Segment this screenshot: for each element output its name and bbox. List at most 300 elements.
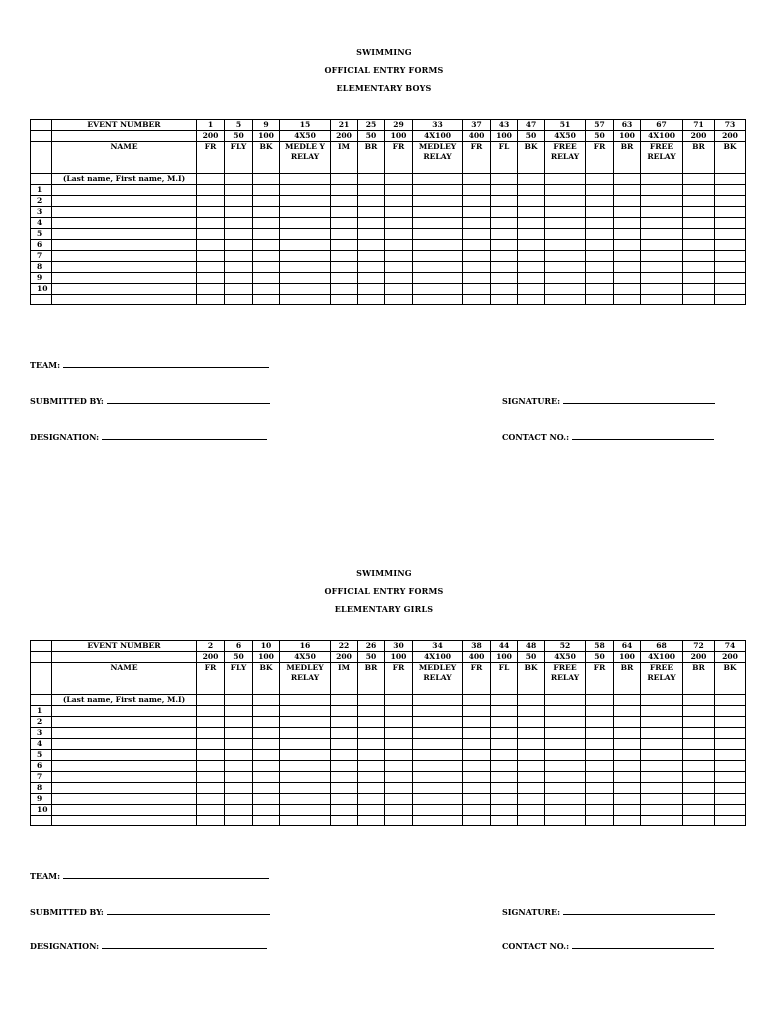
entry-cell[interactable] [518, 805, 545, 816]
entry-cell[interactable] [586, 805, 614, 816]
entry-cell[interactable] [413, 717, 463, 728]
entry-cell[interactable] [225, 174, 253, 185]
contact-line[interactable] [572, 942, 714, 949]
entry-cell[interactable] [518, 196, 545, 207]
entry-cell[interactable] [518, 207, 545, 218]
entry-cell[interactable] [641, 750, 683, 761]
entry-cell[interactable] [518, 185, 545, 196]
entry-cell[interactable] [683, 174, 715, 185]
entry-cell[interactable] [491, 717, 518, 728]
entry-cell[interactable] [491, 783, 518, 794]
entry-cell[interactable] [614, 783, 641, 794]
entry-cell[interactable] [197, 251, 225, 262]
entry-cell[interactable] [358, 196, 385, 207]
entry-cell[interactable] [331, 783, 358, 794]
entry-cell[interactable] [586, 229, 614, 240]
entry-cell[interactable] [385, 273, 413, 284]
entry-cell[interactable] [614, 717, 641, 728]
entry-cell[interactable] [253, 772, 280, 783]
entry-cell[interactable] [586, 750, 614, 761]
entry-cell[interactable] [545, 772, 586, 783]
entry-cell[interactable] [586, 207, 614, 218]
entry-cell[interactable] [280, 794, 331, 805]
entry-cell[interactable] [358, 794, 385, 805]
entry-cell[interactable] [545, 695, 586, 706]
contact-line[interactable] [572, 433, 714, 440]
entry-cell[interactable] [280, 240, 331, 251]
entry-cell[interactable] [413, 207, 463, 218]
entry-cell[interactable] [463, 706, 491, 717]
entry-cell[interactable] [545, 805, 586, 816]
entry-cell[interactable] [518, 284, 545, 295]
entry-cell[interactable] [463, 207, 491, 218]
entry-cell[interactable] [225, 761, 253, 772]
entry-cell[interactable] [491, 816, 518, 826]
entry-cell[interactable] [225, 717, 253, 728]
entry-cell[interactable] [683, 794, 715, 805]
entry-cell[interactable] [586, 218, 614, 229]
entry-cell[interactable] [518, 772, 545, 783]
entry-cell[interactable] [331, 750, 358, 761]
swimmer-name-cell[interactable] [52, 794, 197, 805]
entry-cell[interactable] [253, 229, 280, 240]
entry-cell[interactable] [683, 728, 715, 739]
entry-cell[interactable] [545, 739, 586, 750]
entry-cell[interactable] [253, 706, 280, 717]
entry-cell[interactable] [614, 262, 641, 273]
entry-cell[interactable] [385, 284, 413, 295]
entry-cell[interactable] [358, 207, 385, 218]
entry-cell[interactable] [331, 174, 358, 185]
entry-cell[interactable] [253, 717, 280, 728]
entry-cell[interactable] [413, 761, 463, 772]
entry-cell[interactable] [683, 185, 715, 196]
entry-cell[interactable] [641, 196, 683, 207]
entry-cell[interactable] [586, 251, 614, 262]
swimmer-name-cell[interactable] [52, 728, 197, 739]
entry-cell[interactable] [586, 695, 614, 706]
entry-cell[interactable] [491, 196, 518, 207]
entry-cell[interactable] [641, 728, 683, 739]
entry-cell[interactable] [586, 273, 614, 284]
entry-cell[interactable] [683, 783, 715, 794]
team-field[interactable] [30, 871, 269, 881]
entry-cell[interactable] [253, 794, 280, 805]
entry-cell[interactable] [518, 251, 545, 262]
entry-cell[interactable] [225, 794, 253, 805]
entry-cell[interactable] [385, 805, 413, 816]
entry-cell[interactable] [545, 273, 586, 284]
entry-cell[interactable] [413, 706, 463, 717]
entry-cell[interactable] [385, 185, 413, 196]
contact-field[interactable] [502, 432, 714, 442]
swimmer-name-cell[interactable] [52, 196, 197, 207]
entry-cell[interactable] [358, 772, 385, 783]
swimmer-name-cell[interactable] [52, 805, 197, 816]
entry-cell[interactable] [225, 816, 253, 826]
entry-cell[interactable] [491, 185, 518, 196]
entry-cell[interactable] [413, 805, 463, 816]
entry-cell[interactable] [586, 761, 614, 772]
entry-cell[interactable] [545, 229, 586, 240]
entry-cell[interactable] [545, 794, 586, 805]
entry-cell[interactable] [280, 805, 331, 816]
entry-cell[interactable] [253, 695, 280, 706]
entry-cell[interactable] [253, 251, 280, 262]
corner-cell[interactable] [31, 663, 52, 695]
entry-cell[interactable] [491, 229, 518, 240]
entry-cell[interactable] [715, 772, 746, 783]
entry-cell[interactable] [253, 816, 280, 826]
entry-cell[interactable] [586, 284, 614, 295]
entry-cell[interactable] [331, 273, 358, 284]
entry-cell[interactable] [385, 695, 413, 706]
entry-cell[interactable] [358, 218, 385, 229]
entry-cell[interactable] [614, 695, 641, 706]
entry-cell[interactable] [280, 229, 331, 240]
entry-cell[interactable] [197, 772, 225, 783]
entry-cell[interactable] [253, 805, 280, 816]
entry-cell[interactable] [197, 717, 225, 728]
entry-cell[interactable] [641, 772, 683, 783]
entry-cell[interactable] [280, 185, 331, 196]
entry-cell[interactable] [197, 728, 225, 739]
contact-field[interactable] [502, 941, 714, 951]
entry-cell[interactable] [225, 805, 253, 816]
entry-cell[interactable] [331, 218, 358, 229]
entry-cell[interactable] [331, 695, 358, 706]
entry-cell[interactable] [641, 218, 683, 229]
entry-cell[interactable] [614, 739, 641, 750]
entry-cell[interactable] [463, 251, 491, 262]
entry-cell[interactable] [518, 794, 545, 805]
entry-cell[interactable] [715, 794, 746, 805]
entry-cell[interactable] [491, 174, 518, 185]
entry-cell[interactable] [358, 706, 385, 717]
entry-cell[interactable] [413, 783, 463, 794]
entry-cell[interactable] [331, 717, 358, 728]
entry-cell[interactable] [331, 761, 358, 772]
submitted-by-line[interactable] [107, 397, 270, 404]
entry-cell[interactable] [385, 816, 413, 826]
entry-cell[interactable] [715, 717, 746, 728]
entry-cell[interactable] [385, 706, 413, 717]
signature-line[interactable] [563, 397, 715, 404]
entry-cell[interactable] [463, 717, 491, 728]
entry-cell[interactable] [715, 207, 746, 218]
entry-cell[interactable] [491, 295, 518, 305]
entry-cell[interactable] [331, 251, 358, 262]
entry-cell[interactable] [331, 229, 358, 240]
entry-cell[interactable] [545, 218, 586, 229]
entry-cell[interactable] [463, 750, 491, 761]
entry-cell[interactable] [715, 218, 746, 229]
entry-cell[interactable] [715, 783, 746, 794]
entry-cell[interactable] [586, 240, 614, 251]
entry-cell[interactable] [491, 805, 518, 816]
entry-cell[interactable] [413, 772, 463, 783]
entry-cell[interactable] [358, 783, 385, 794]
entry-cell[interactable] [385, 240, 413, 251]
entry-cell[interactable] [331, 262, 358, 273]
entry-cell[interactable] [614, 229, 641, 240]
entry-cell[interactable] [683, 805, 715, 816]
entry-cell[interactable] [225, 706, 253, 717]
entry-cell[interactable] [463, 295, 491, 305]
entry-cell[interactable] [614, 273, 641, 284]
entry-cell[interactable] [463, 783, 491, 794]
entry-cell[interactable] [358, 185, 385, 196]
entry-cell[interactable] [463, 695, 491, 706]
entry-cell[interactable] [518, 262, 545, 273]
entry-cell[interactable] [413, 739, 463, 750]
entry-cell[interactable] [614, 794, 641, 805]
entry-cell[interactable] [463, 218, 491, 229]
entry-cell[interactable] [197, 185, 225, 196]
entry-cell[interactable] [641, 284, 683, 295]
entry-cell[interactable] [463, 794, 491, 805]
entry-cell[interactable] [586, 816, 614, 826]
entry-cell[interactable] [715, 251, 746, 262]
entry-cell[interactable] [280, 251, 331, 262]
entry-cell[interactable] [491, 794, 518, 805]
submitted-by-field[interactable] [30, 907, 270, 917]
entry-cell[interactable] [683, 240, 715, 251]
entry-cell[interactable] [385, 728, 413, 739]
entry-cell[interactable] [614, 218, 641, 229]
entry-cell[interactable] [641, 761, 683, 772]
entry-cell[interactable] [413, 794, 463, 805]
entry-cell[interactable] [545, 185, 586, 196]
swimmer-name-cell[interactable] [52, 229, 197, 240]
entry-cell[interactable] [491, 750, 518, 761]
entry-cell[interactable] [683, 295, 715, 305]
entry-cell[interactable] [715, 229, 746, 240]
entry-cell[interactable] [331, 772, 358, 783]
entry-cell[interactable] [491, 273, 518, 284]
entry-cell[interactable] [641, 240, 683, 251]
entry-cell[interactable] [518, 816, 545, 826]
entry-cell[interactable] [358, 273, 385, 284]
entry-cell[interactable] [491, 218, 518, 229]
entry-cell[interactable] [545, 196, 586, 207]
entry-cell[interactable] [491, 761, 518, 772]
entry-cell[interactable] [614, 295, 641, 305]
entry-cell[interactable] [358, 739, 385, 750]
entry-cell[interactable] [413, 218, 463, 229]
entry-cell[interactable] [358, 717, 385, 728]
entry-cell[interactable] [280, 772, 331, 783]
entry-cell[interactable] [683, 695, 715, 706]
entry-cell[interactable] [715, 295, 746, 305]
entry-cell[interactable] [280, 717, 331, 728]
entry-cell[interactable] [715, 695, 746, 706]
entry-cell[interactable] [715, 739, 746, 750]
entry-cell[interactable] [225, 750, 253, 761]
entry-cell[interactable] [545, 706, 586, 717]
entry-cell[interactable] [253, 273, 280, 284]
entry-cell[interactable] [545, 761, 586, 772]
entry-cell[interactable] [225, 207, 253, 218]
entry-cell[interactable] [413, 750, 463, 761]
entry-cell[interactable] [358, 174, 385, 185]
entry-cell[interactable] [358, 229, 385, 240]
entry-cell[interactable] [225, 185, 253, 196]
entry-cell[interactable] [586, 174, 614, 185]
entry-cell[interactable] [225, 218, 253, 229]
entry-cell[interactable] [586, 706, 614, 717]
entry-cell[interactable] [463, 772, 491, 783]
blank-cell[interactable] [52, 131, 197, 142]
entry-cell[interactable] [683, 196, 715, 207]
entry-cell[interactable] [491, 772, 518, 783]
entry-cell[interactable] [463, 816, 491, 826]
entry-cell[interactable] [586, 717, 614, 728]
entry-cell[interactable] [491, 251, 518, 262]
entry-cell[interactable] [225, 284, 253, 295]
swimmer-name-cell[interactable] [52, 816, 197, 826]
entry-cell[interactable] [331, 185, 358, 196]
swimmer-name-cell[interactable] [52, 706, 197, 717]
entry-cell[interactable] [413, 262, 463, 273]
signature-line[interactable] [563, 908, 715, 915]
entry-cell[interactable] [586, 794, 614, 805]
entry-cell[interactable] [518, 295, 545, 305]
entry-cell[interactable] [253, 739, 280, 750]
entry-cell[interactable] [280, 262, 331, 273]
entry-cell[interactable] [385, 251, 413, 262]
entry-cell[interactable] [385, 207, 413, 218]
team-line[interactable] [63, 872, 269, 879]
entry-cell[interactable] [197, 273, 225, 284]
swimmer-name-cell[interactable] [52, 251, 197, 262]
entry-cell[interactable] [641, 207, 683, 218]
entry-cell[interactable] [197, 229, 225, 240]
entry-cell[interactable] [518, 706, 545, 717]
corner-cell[interactable] [31, 652, 52, 663]
entry-cell[interactable] [545, 207, 586, 218]
entry-cell[interactable] [683, 750, 715, 761]
entry-cell[interactable] [331, 728, 358, 739]
entry-cell[interactable] [683, 284, 715, 295]
entry-cell[interactable] [614, 185, 641, 196]
entry-cell[interactable] [641, 295, 683, 305]
entry-cell[interactable] [463, 229, 491, 240]
corner-cell[interactable] [31, 120, 52, 131]
entry-cell[interactable] [225, 295, 253, 305]
entry-cell[interactable] [385, 772, 413, 783]
entry-cell[interactable] [586, 739, 614, 750]
entry-cell[interactable] [253, 174, 280, 185]
entry-cell[interactable] [197, 739, 225, 750]
entry-cell[interactable] [197, 750, 225, 761]
entry-cell[interactable] [280, 750, 331, 761]
entry-cell[interactable] [715, 816, 746, 826]
entry-cell[interactable] [358, 284, 385, 295]
entry-cell[interactable] [545, 750, 586, 761]
entry-cell[interactable] [518, 273, 545, 284]
entry-cell[interactable] [413, 185, 463, 196]
entry-cell[interactable] [280, 739, 331, 750]
entry-cell[interactable] [518, 717, 545, 728]
entry-cell[interactable] [413, 251, 463, 262]
swimmer-name-cell[interactable] [52, 772, 197, 783]
entry-cell[interactable] [491, 706, 518, 717]
entry-cell[interactable] [225, 783, 253, 794]
entry-cell[interactable] [463, 196, 491, 207]
entry-cell[interactable] [197, 805, 225, 816]
entry-cell[interactable] [641, 706, 683, 717]
entry-cell[interactable] [197, 174, 225, 185]
entry-cell[interactable] [225, 728, 253, 739]
entry-cell[interactable] [545, 251, 586, 262]
entry-cell[interactable] [385, 196, 413, 207]
entry-cell[interactable] [197, 706, 225, 717]
entry-cell[interactable] [715, 706, 746, 717]
swimmer-name-cell[interactable] [52, 783, 197, 794]
entry-cell[interactable] [683, 816, 715, 826]
entry-cell[interactable] [641, 229, 683, 240]
entry-cell[interactable] [413, 196, 463, 207]
entry-cell[interactable] [683, 207, 715, 218]
entry-cell[interactable] [641, 783, 683, 794]
entry-cell[interactable] [545, 717, 586, 728]
team-line[interactable] [63, 361, 269, 368]
entry-cell[interactable] [413, 295, 463, 305]
entry-cell[interactable] [545, 240, 586, 251]
entry-cell[interactable] [413, 273, 463, 284]
entry-cell[interactable] [614, 284, 641, 295]
entry-cell[interactable] [413, 695, 463, 706]
entry-cell[interactable] [614, 706, 641, 717]
entry-cell[interactable] [641, 262, 683, 273]
entry-cell[interactable] [225, 273, 253, 284]
entry-cell[interactable] [253, 728, 280, 739]
entry-cell[interactable] [614, 772, 641, 783]
entry-cell[interactable] [253, 783, 280, 794]
entry-cell[interactable] [614, 251, 641, 262]
entry-cell[interactable] [683, 262, 715, 273]
corner-cell[interactable] [31, 641, 52, 652]
entry-cell[interactable] [253, 185, 280, 196]
entry-cell[interactable] [280, 816, 331, 826]
swimmer-name-cell[interactable] [52, 207, 197, 218]
entry-cell[interactable] [385, 174, 413, 185]
entry-cell[interactable] [715, 761, 746, 772]
entry-cell[interactable] [280, 695, 331, 706]
entry-cell[interactable] [331, 739, 358, 750]
entry-cell[interactable] [463, 273, 491, 284]
entry-cell[interactable] [413, 728, 463, 739]
entry-cell[interactable] [545, 728, 586, 739]
entry-cell[interactable] [715, 240, 746, 251]
entry-cell[interactable] [358, 695, 385, 706]
entry-cell[interactable] [463, 739, 491, 750]
entry-cell[interactable] [253, 295, 280, 305]
entry-cell[interactable] [518, 695, 545, 706]
swimmer-name-cell[interactable] [52, 273, 197, 284]
entry-cell[interactable] [358, 295, 385, 305]
entry-cell[interactable] [280, 207, 331, 218]
entry-cell[interactable] [614, 196, 641, 207]
entry-cell[interactable] [331, 816, 358, 826]
entry-cell[interactable] [385, 739, 413, 750]
entry-cell[interactable] [280, 284, 331, 295]
entry-cell[interactable] [358, 728, 385, 739]
entry-cell[interactable] [545, 783, 586, 794]
entry-cell[interactable] [385, 229, 413, 240]
entry-cell[interactable] [358, 240, 385, 251]
